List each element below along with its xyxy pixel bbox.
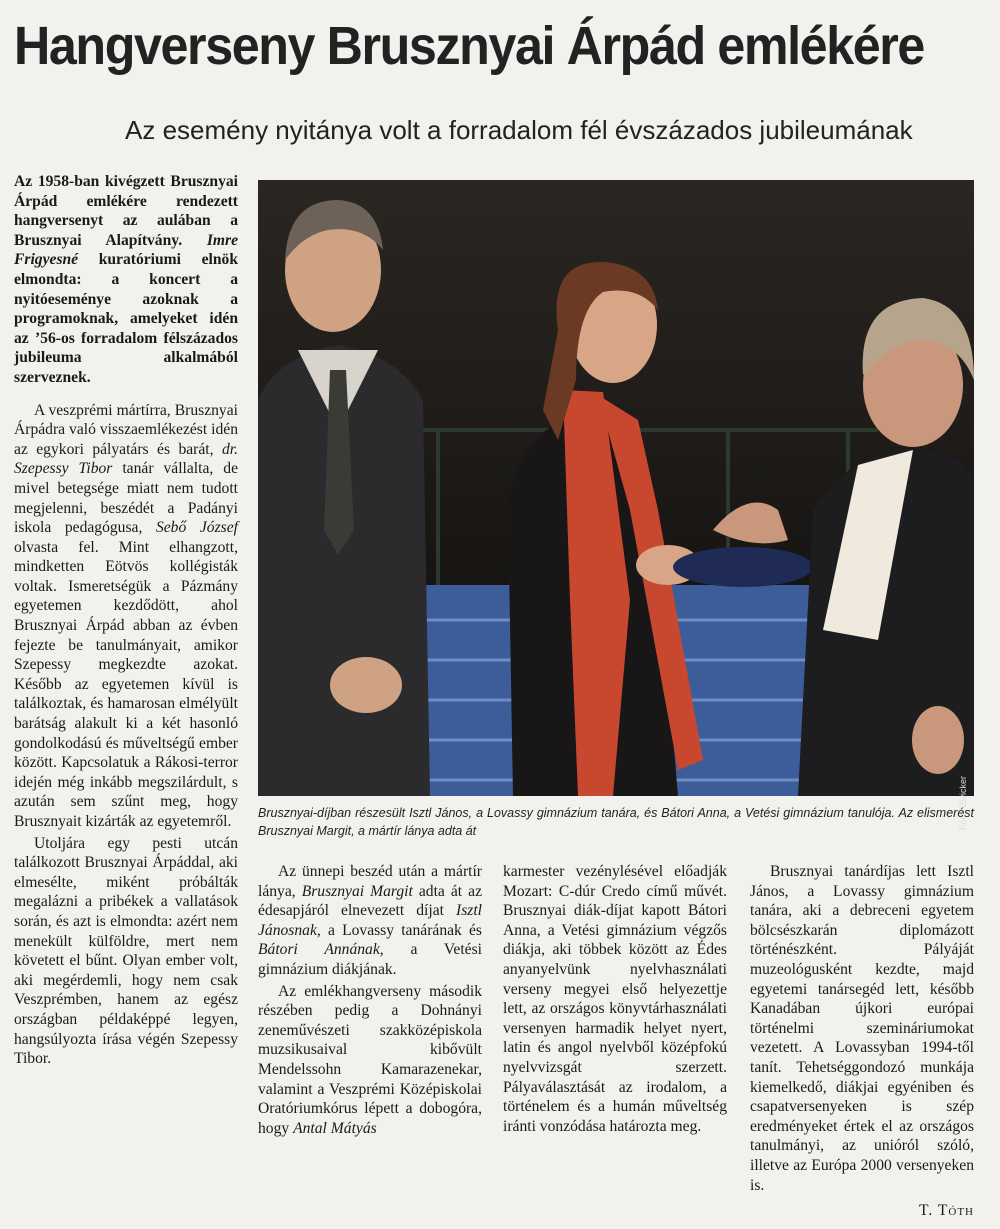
p3-text-b: adta át az édesapjáról elnevezett díjat [258,882,482,920]
lead-paragraph [14,172,238,388]
photo-credit: Fotó: Zwicker [958,776,968,831]
p1-text-a: A veszprémi mártírra, Brusznyai Árpádra való visszaemlékezést idén az egykori pályatárs és barát, [14,401,238,458]
body-paragraph-1 [14,401,238,832]
body-paragraph-5: Brusznyai tanárdíjas lett Isztl János, a Lovassy gimnázium tanára, aki a debreceni egyetem bölcsészkarán diplomázott történészként. Pályáját muzeológusként kezdte, majd egyetemi tanársegéd lett, később Kanadában újkori európai történelmi szemináriumokat vezetett. A Lovassyban 1994-től tanít. Tehetséggondozó munkája kiemelkedő, diákjai egyéniben és csapatversenyeken is szép eredményeket értek el az országos tanulmányi, az unióról szóló, illetve az Európa 2000 versenyeken is. [750,863,974,1194]
p3-text-c: , a Lovassy tanárának és [316,921,482,939]
p1-text-b: tanár vállalta, de mivel betegsége miatt nem tudott megjelenni, beszédét a Padányi iskola pedagógusa, [14,460,238,537]
photo-caption: Brusznyai-díjban részesült Isztl János, a Lovassy gimnázium tanára, és Bátori Anna, a Vetési gimnázium tanulója. Az elismerést Brusznyai Margit, a mártír lánya adta át [258,806,974,838]
p1-name-szepessy: dr. Szepessy Tibor [14,440,238,478]
byline: T. Tóth [918,1202,974,1220]
body-paragraph-2: Utoljára egy pesti utcán találkozott Brusznyai Árpáddal, aki elmesélte, miként próbálták megalázni a pribékek a vallatások során, és azt is elmondta: azért nem menekült külföldre, mert nem követett el bűnt. Olyan ember volt, aki megérdemli, hogy nem csak Veszprémben, hanem az egész országban példaképpé legyen, hangsúlyozta írása végén Szepessy Tibor. [14,834,238,1068]
p3-text-d: , a Vetési gimnázium diákjának. [258,941,482,978]
subheadline: Az esemény nyitánya volt a forradalom fél évszázados jubileumának [125,115,913,145]
text-column-2 [258,862,482,1138]
p3-name-batori: Bátori Annának [258,941,380,959]
p1-name-sebo: Sebő József [155,519,238,537]
p3-name-isztl: Isztl Jánosnak [258,902,482,939]
body-paragraph-4-start [258,982,482,1139]
text-column-4 [750,862,974,1221]
p4-text-a: Az emlékhangverseny második részében pedig a Dohnányi zeneművészeti szakközépiskola muzsikusaival kibővült Mendelssohn Kamarazenekar, valamint a Veszprémi Középiskolai Oratóriumkórus lépett a dobogóra, hogy [258,982,482,1137]
lead-text-2: kuratóriumi elnök elmondta: a koncert a nyitóeseménye azoknak a programoknak, amelyeket idén az ’56-os forradalom félszázados jubileuma alkalmából szerveznek. [14,251,238,386]
p3-name-margit: Brusznyai Margit [301,882,413,900]
p3-text-a: Az ünnepi beszéd után a mártír lánya, [258,863,482,900]
body-paragraph-3 [258,862,482,980]
p1-text-c: olvasta fel. Mint elhangzott, mindketten Eötvös kollégisták voltak. Ismeretségük a Pázmány egyetemen kezdődött, ahol Brusznyai Árpád abban az évben fejezte be tanulmányait, amikor Szepessy megkezdte azokat. Később az egyetemen kívül is találkoztak, és hamarosan elmélyült barátság alakult ki a két hasonló gondolkodású és műveltségű ember között. Kapcsolatuk a Rákosi-terror idején még inkább megszilárdult, s azután sem szűnt meg, hogy Brusznyait kizárták az egyetemről. [14,538,238,830]
text-column-3 [503,862,727,1136]
p4-name-antal: Antal Mátyás [293,1119,377,1137]
headline: Hangverseny Brusznyai Árpád emlékére [14,16,924,76]
body-paragraph-4-rest: karmester vezénylésével előadják Mozart: C-dúr Credo című művét. Brusznyai diák-díjat kapott Bátori Anna, a Vetési gimnázium végzős diákja, aki többek között az Édes anyanyelvünk nyelvhasználati verseny megyei első helyezettje lett, az országos könyvtárhasználati versenyen harmadik helyet nyert, latin és angol nyelvből középfokú nyelvvizsgát szerzett. Pályaválasztását az irodalom, a történelem és a humán műveltség iránti vonzódása határozta meg. [503,863,727,1135]
lead-name: Imre Frigyesné [14,231,238,269]
text-column-1 [14,172,238,1069]
lead-text-1: Az 1958-ban kivégzett Brusznyai Árpád emlékére rendezett hangversenyt az aulában a Brusznyai Alapítvány. [14,173,238,249]
photo-illustration [258,180,974,796]
